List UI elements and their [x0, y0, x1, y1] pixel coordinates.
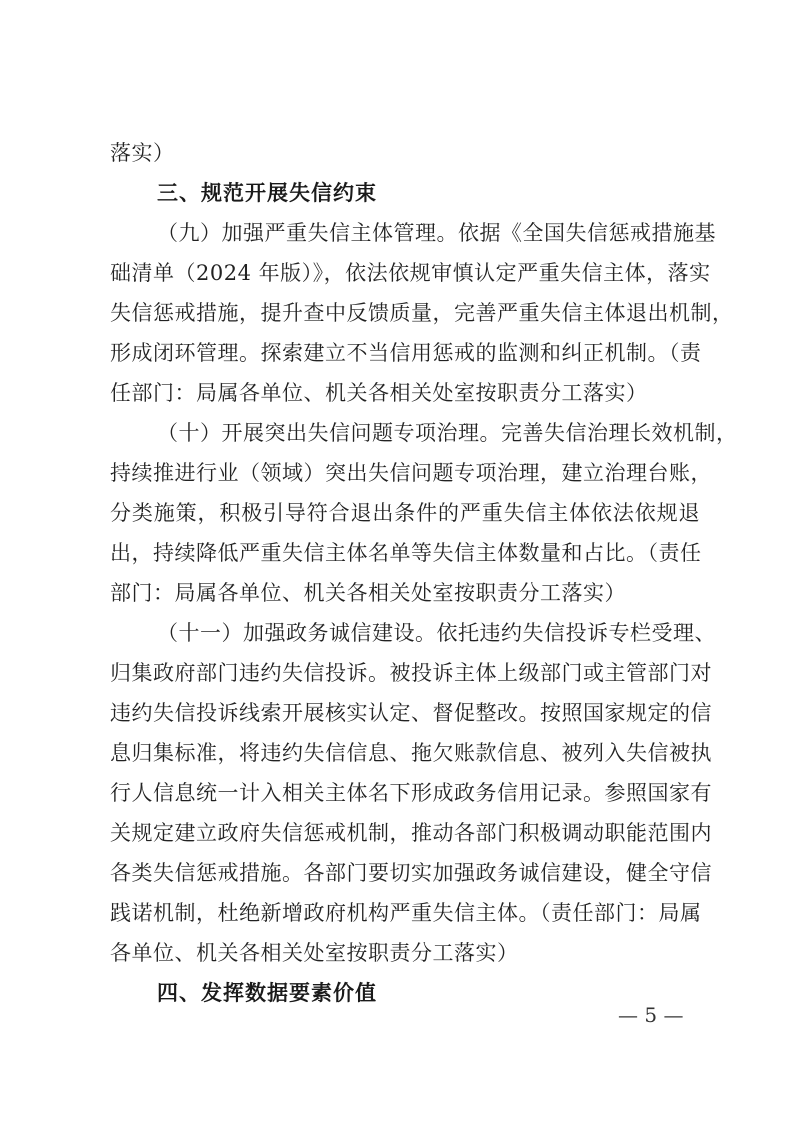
body-line: 失信惩戒措施，提升查中反馈质量，完善严重失信主体退出机制，: [110, 301, 734, 325]
body-line: 息归集标准，将违约失信信息、拖欠账款信息、被列入失信被执: [110, 741, 712, 765]
body-line: 各类失信惩戒措施。各部门要切实加强政务诚信建设，健全守信: [110, 861, 712, 885]
body-line: 分类施策，积极引导符合退出条件的严重失信主体依法依规退: [110, 501, 700, 525]
body-line: 础清单（2024 年版）》，依法依规审慎认定严重失信主体，落实: [110, 261, 711, 285]
body-line: 关规定建立政府失信惩戒机制，推动各部门积极调动职能范围内: [110, 821, 712, 845]
body-line: 各单位、机关各相关处室按职责分工落实）: [110, 941, 519, 965]
body-line: 出，持续降低严重失信主体名单等失信主体数量和占比。（责任: [110, 541, 702, 565]
section-heading-4: 四、发挥数据要素价值: [157, 981, 377, 1005]
body-line: 持续推进行业（领域）突出失信问题专项治理，建立治理台账，: [110, 461, 712, 485]
body-line: 行人信息统一计入相关主体名下形成政务信用记录。参照国家有: [110, 781, 712, 805]
body-line: （十一）加强政务诚信建设。依托违约失信投诉专栏受理、: [157, 621, 716, 645]
body-line: 落实）: [110, 141, 175, 165]
body-line: 归集政府部门违约失信投诉。被投诉主体上级部门或主管部门对: [110, 661, 712, 685]
page-number: — 5 —: [618, 1003, 684, 1027]
body-line: 任部门：局属各单位、机关各相关处室按职责分工落实）: [110, 381, 648, 405]
body-line: （十）开展突出失信问题专项治理。完善失信治理长效机制，: [157, 421, 738, 445]
body-line: （九）加强严重失信主体管理。依据《全国失信惩戒措施基: [157, 221, 716, 245]
body-line: 形成闭环管理。探索建立不当信用惩戒的监测和纠正机制。（责: [110, 341, 702, 365]
body-line: 违约失信投诉线索开展核实认定、督促整改。按照国家规定的信: [110, 701, 712, 725]
body-line: 践诺机制，杜绝新增政府机构严重失信主体。（责任部门：局属: [110, 901, 702, 925]
body-line: 部门：局属各单位、机关各相关处室按职责分工落实）: [110, 581, 626, 605]
section-heading-3: 三、规范开展失信约束: [157, 181, 377, 205]
